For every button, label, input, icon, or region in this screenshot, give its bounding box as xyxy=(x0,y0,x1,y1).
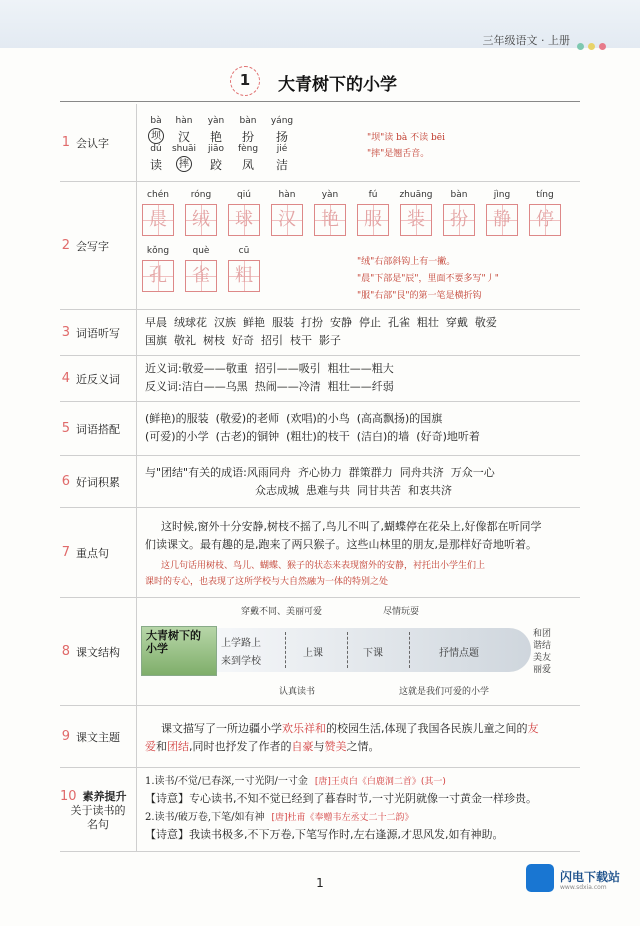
header-bar xyxy=(0,0,640,48)
section-label: 近反义词 xyxy=(76,372,120,386)
quote-meaning: 【诗意】专心读书,不知不觉已经到了暮春时节,一寸光阴就像一寸黄金一样珍贵。 xyxy=(145,792,537,805)
structure-note: 这就是我们可爱的小学 xyxy=(399,687,490,697)
pinyin-label: chén xyxy=(147,190,169,200)
section-structure: 8 课文结构 大青树下的小学 上学路上 来到学校 上课 下课 抒情点题 穿戴不同、美丽可爱 尽情玩耍 认真读书 这就是我们可爱的小学 和团 谐结 美友 丽爱 xyxy=(60,598,580,706)
char-item: fèng 凤 xyxy=(237,144,259,172)
dictation-line: 早晨 绒球花 汉族 鲜艳 服装 打扮 安静 停止 孔雀 粗壮 穿戴 敬爱 xyxy=(145,316,497,329)
pinyin-label: róng xyxy=(190,190,212,200)
pinyin-label: tíng xyxy=(536,190,554,200)
logo-name: 闪电下载站 xyxy=(560,870,621,884)
handwritten-note: "摔"是翘舌音。 xyxy=(367,149,430,159)
section-theme: 9 课文主题 课文描写了一所边疆小学欢乐祥和的校园生活,体现了我国各民族儿童之间的友 爱和团结,同时也抒发了作者的自豪与赞美之情。 xyxy=(60,706,580,768)
writing-box: 扮 xyxy=(443,204,475,236)
good-words-line: 与"团结"有关的成语:风雨同舟 齐心协力 群策群力 同舟共济 万众一心 xyxy=(145,466,495,479)
char-item: yáng 扬 xyxy=(270,116,294,144)
section-write: 2 会写字 chén 晨 róng 绒 qiú 球 hàn 汉 yàn 艳 fú 服 zhuāng 装 bàn 扮 jìng 静 tíng 停 kǒng 孔 què 雀 cū 粗 "绒"右部斜钩上有一撇。 "晨"下部是"辰"，里面不要多写"丿" "服"右部"艮"的第一笔是横折钩 xyxy=(60,182,580,310)
good-words-line: 众志成城 患难与共 同甘共苦 和衷共济 xyxy=(255,484,452,497)
structure-step: 抒情点题 xyxy=(439,648,479,659)
char-item: yàn 艳 xyxy=(207,116,225,144)
illustration xyxy=(141,626,217,676)
illustration-title: 大青树下的小学 xyxy=(146,629,201,655)
key-sentence-line: 这时候,窗外十分安静,树枝不摇了,鸟儿不叫了,蝴蝶停在花朵上,好像都在听同学 xyxy=(161,520,542,533)
antonym-line: 反义词:洁白——乌黑 热闹——冷清 粗壮——纤弱 xyxy=(145,380,394,393)
section-label: 会认字 xyxy=(76,136,109,150)
char-item: bàn 扮 xyxy=(239,116,257,144)
quote-meaning: 【诗意】我读书极多,不下万卷,下笔写作时,左右逢源,才思风发,如有神助。 xyxy=(145,828,504,841)
section-synonyms: 4 近反义词 近义词:敬爱——敬重 招引——吸引 粗壮——粗大 反义词:洁白——乌黑 热闹——冷清 粗壮——纤弱 xyxy=(60,356,580,402)
pinyin-label: hàn xyxy=(278,190,296,200)
pinyin-label: qiú xyxy=(237,190,251,200)
dot-green xyxy=(577,43,584,50)
grade-label: 三年级语文 · 上册 xyxy=(482,34,570,47)
collocation-line: (鲜艳)的服装 (敬爱)的老师 (欢唱)的小鸟 (高高飘扬)的国旗 xyxy=(145,412,443,425)
handwritten-note: "晨"下部是"辰"，里面不要多写"丿" xyxy=(357,274,499,284)
handwritten-note: "服"右部"艮"的第一笔是横折钩 xyxy=(357,291,482,301)
structure-diagram xyxy=(137,598,581,705)
structure-note: 认真读书 xyxy=(279,687,316,697)
writing-box: 球 xyxy=(228,204,260,236)
structure-step: 上学路上 xyxy=(221,638,261,649)
handwritten-note: 这几句话用树枝、鸟儿、蝴蝶、猴子的状态来表现窗外的安静，衬托出小学生们上 xyxy=(161,561,486,571)
pinyin-label: yàn xyxy=(321,190,339,200)
section-recognize: 1 会认字 bà 坝 hàn 汉 yàn 艳 bàn 扮 yáng 扬 dú 读 shuāi 摔 jiāo 跤 fèng 凤 jié 洁 "坝"读 bà 不读 bēi "摔"是翘舌音。 xyxy=(60,104,580,182)
header-dots xyxy=(573,35,606,54)
section-dictation: 3 词语听写 早晨 绒球花 汉族 鲜艳 服装 打扮 安静 停止 孔雀 粗壮 穿戴 敬爱 国旗 敬礼 树枝 好奇 招引 枝干 影子 xyxy=(60,310,580,356)
page-number: 1 xyxy=(316,876,324,890)
section-collocation: 5 词语搭配 (鲜艳)的服装 (敬爱)的老师 (欢唱)的小鸟 (高高飘扬)的国旗 (可爱)的小学 (古老)的铜钟 (粗壮)的枝干 (洁白)的墙 (好奇)地听着 xyxy=(60,402,580,456)
collocation-line: (可爱)的小学 (古老)的铜钟 (粗壮)的枝干 (洁白)的墙 (好奇)地听着 xyxy=(145,430,480,443)
title-divider xyxy=(60,101,580,102)
char-item: dú 读 xyxy=(149,144,162,172)
structure-step: 来到学校 xyxy=(221,656,261,667)
writing-box: 雀 xyxy=(185,260,217,292)
pinyin-label: zhuāng xyxy=(399,190,433,200)
writing-box: 停 xyxy=(529,204,561,236)
section-key-sentence: 7 重点句 这时候,窗外十分安静,树枝不摇了,鸟儿不叫了,蝴蝶停在花朵上,好像都在听同学 们读课文。最有趣的是,跑来了两只猴子。这些山林里的朋友,是那样好奇地听着。 这几句话用树枝、鸟儿、蝴蝶、猴子的状态来表现窗外的安静，衬托出小学生们上 课时的专心，也表现了这所学校与大自然融为一体的特别之处 xyxy=(60,508,580,598)
section-label: 课文主题 xyxy=(76,730,120,744)
lesson-title-block xyxy=(0,62,640,104)
logo-url: www.sdxia.com xyxy=(560,884,607,891)
handwritten-note: 课时的专心，也表现了这所学校与大自然融为一体的特别之处 xyxy=(145,577,389,587)
bar-divider xyxy=(285,632,286,668)
pinyin-label: fú xyxy=(368,190,378,200)
pinyin-label: què xyxy=(192,246,210,256)
section-label: 重点句 xyxy=(76,546,109,560)
writing-box: 晨 xyxy=(142,204,174,236)
pinyin-label: kǒng xyxy=(146,246,170,256)
structure-note: 穿戴不同、美丽可爱 xyxy=(241,607,323,617)
writing-box: 装 xyxy=(400,204,432,236)
writing-box: 艳 xyxy=(314,204,346,236)
theme-line: 课文描写了一所边疆小学欢乐祥和的校园生活,体现了我国各民族儿童之间的友 xyxy=(161,722,539,735)
section-label: 会写字 xyxy=(76,239,109,253)
pinyin-label: bàn xyxy=(450,190,468,200)
char-item: jié 洁 xyxy=(275,144,288,172)
section-label: 课文结构 xyxy=(76,645,120,659)
char-item: jiāo 跤 xyxy=(207,144,225,172)
structure-step: 下课 xyxy=(363,648,383,659)
watermark-logo xyxy=(526,862,636,898)
handwritten-note: "绒"右部斜钩上有一撇。 xyxy=(357,257,456,267)
writing-box: 服 xyxy=(357,204,389,236)
quote-line: 1.读书/不觉/已春深,一寸光阴/一寸金 [唐]王贞白《白鹿洞二首》(其一) xyxy=(145,776,446,787)
writing-box: 孔 xyxy=(142,260,174,292)
lesson-number: 1 xyxy=(230,66,260,96)
pinyin-label: jìng xyxy=(493,190,511,200)
section-label: 词语听写 xyxy=(76,326,120,340)
writing-box: 汉 xyxy=(271,204,303,236)
section-quotes: 10 素养提升 关于读书的名句 1.读书/不觉/已春深,一寸光阴/一寸金 [唐]王贞白《白鹿洞二首》(其一) 【诗意】专心读书,不知不觉已经到了暮春时节,一寸光阴就像一寸黄金一样珍贵。 2.读书/破万卷,下笔/如有神 [唐]杜甫《奉赠韦左丞丈二十二韵》 【诗意】我读书极多,不下万卷,下笔写作时,左右逢源,才思风发,如有神助。 xyxy=(60,768,580,852)
section-label: 好词积累 xyxy=(76,475,120,489)
quote-line: 2.读书/破万卷,下笔/如有神 [唐]杜甫《奉赠韦左丞丈二十二韵》 xyxy=(145,812,414,823)
bar-divider xyxy=(409,632,410,668)
structure-right-notes: 和团 谐结 美友 丽爱 xyxy=(533,629,552,675)
section-sublabel: 关于读书的名句 xyxy=(70,803,126,831)
writing-box: 静 xyxy=(486,204,518,236)
bar-divider xyxy=(347,632,348,668)
section-label: 词语搭配 xyxy=(76,422,120,436)
section-label: 素养提升 xyxy=(82,789,127,803)
theme-line: 爱和团结,同时也抒发了作者的自豪与赞美之情。 xyxy=(145,740,380,753)
dictation-line: 国旗 敬礼 树枝 好奇 招引 枝干 影子 xyxy=(145,334,341,347)
logo-icon xyxy=(526,864,554,892)
lesson-title: 大青树下的小学 xyxy=(278,75,397,95)
char-item: bà 坝 xyxy=(139,116,173,144)
dot-yellow xyxy=(588,43,595,50)
writing-box: 粗 xyxy=(228,260,260,292)
char-item: hàn 汉 xyxy=(175,116,193,144)
handwritten-note: "坝"读 bà 不读 bēi xyxy=(367,133,445,143)
pinyin-label: cū xyxy=(238,246,250,256)
structure-note: 尽情玩耍 xyxy=(383,607,420,617)
dot-pink xyxy=(599,43,606,50)
char-item: shuāi 摔 xyxy=(171,144,197,170)
structure-step: 上课 xyxy=(303,648,323,659)
synonym-line: 近义词:敬爱——敬重 招引——吸引 粗壮——粗大 xyxy=(145,362,394,375)
section-good-words: 6 好词积累 与"团结"有关的成语:风雨同舟 齐心协力 群策群力 同舟共济 万众一心 众志成城 患难与共 同甘共苦 和衷共济 xyxy=(60,456,580,508)
writing-box: 绒 xyxy=(185,204,217,236)
key-sentence-line: 们读课文。最有趣的是,跑来了两只猴子。这些山林里的朋友,是那样好奇地听着。 xyxy=(145,538,537,551)
